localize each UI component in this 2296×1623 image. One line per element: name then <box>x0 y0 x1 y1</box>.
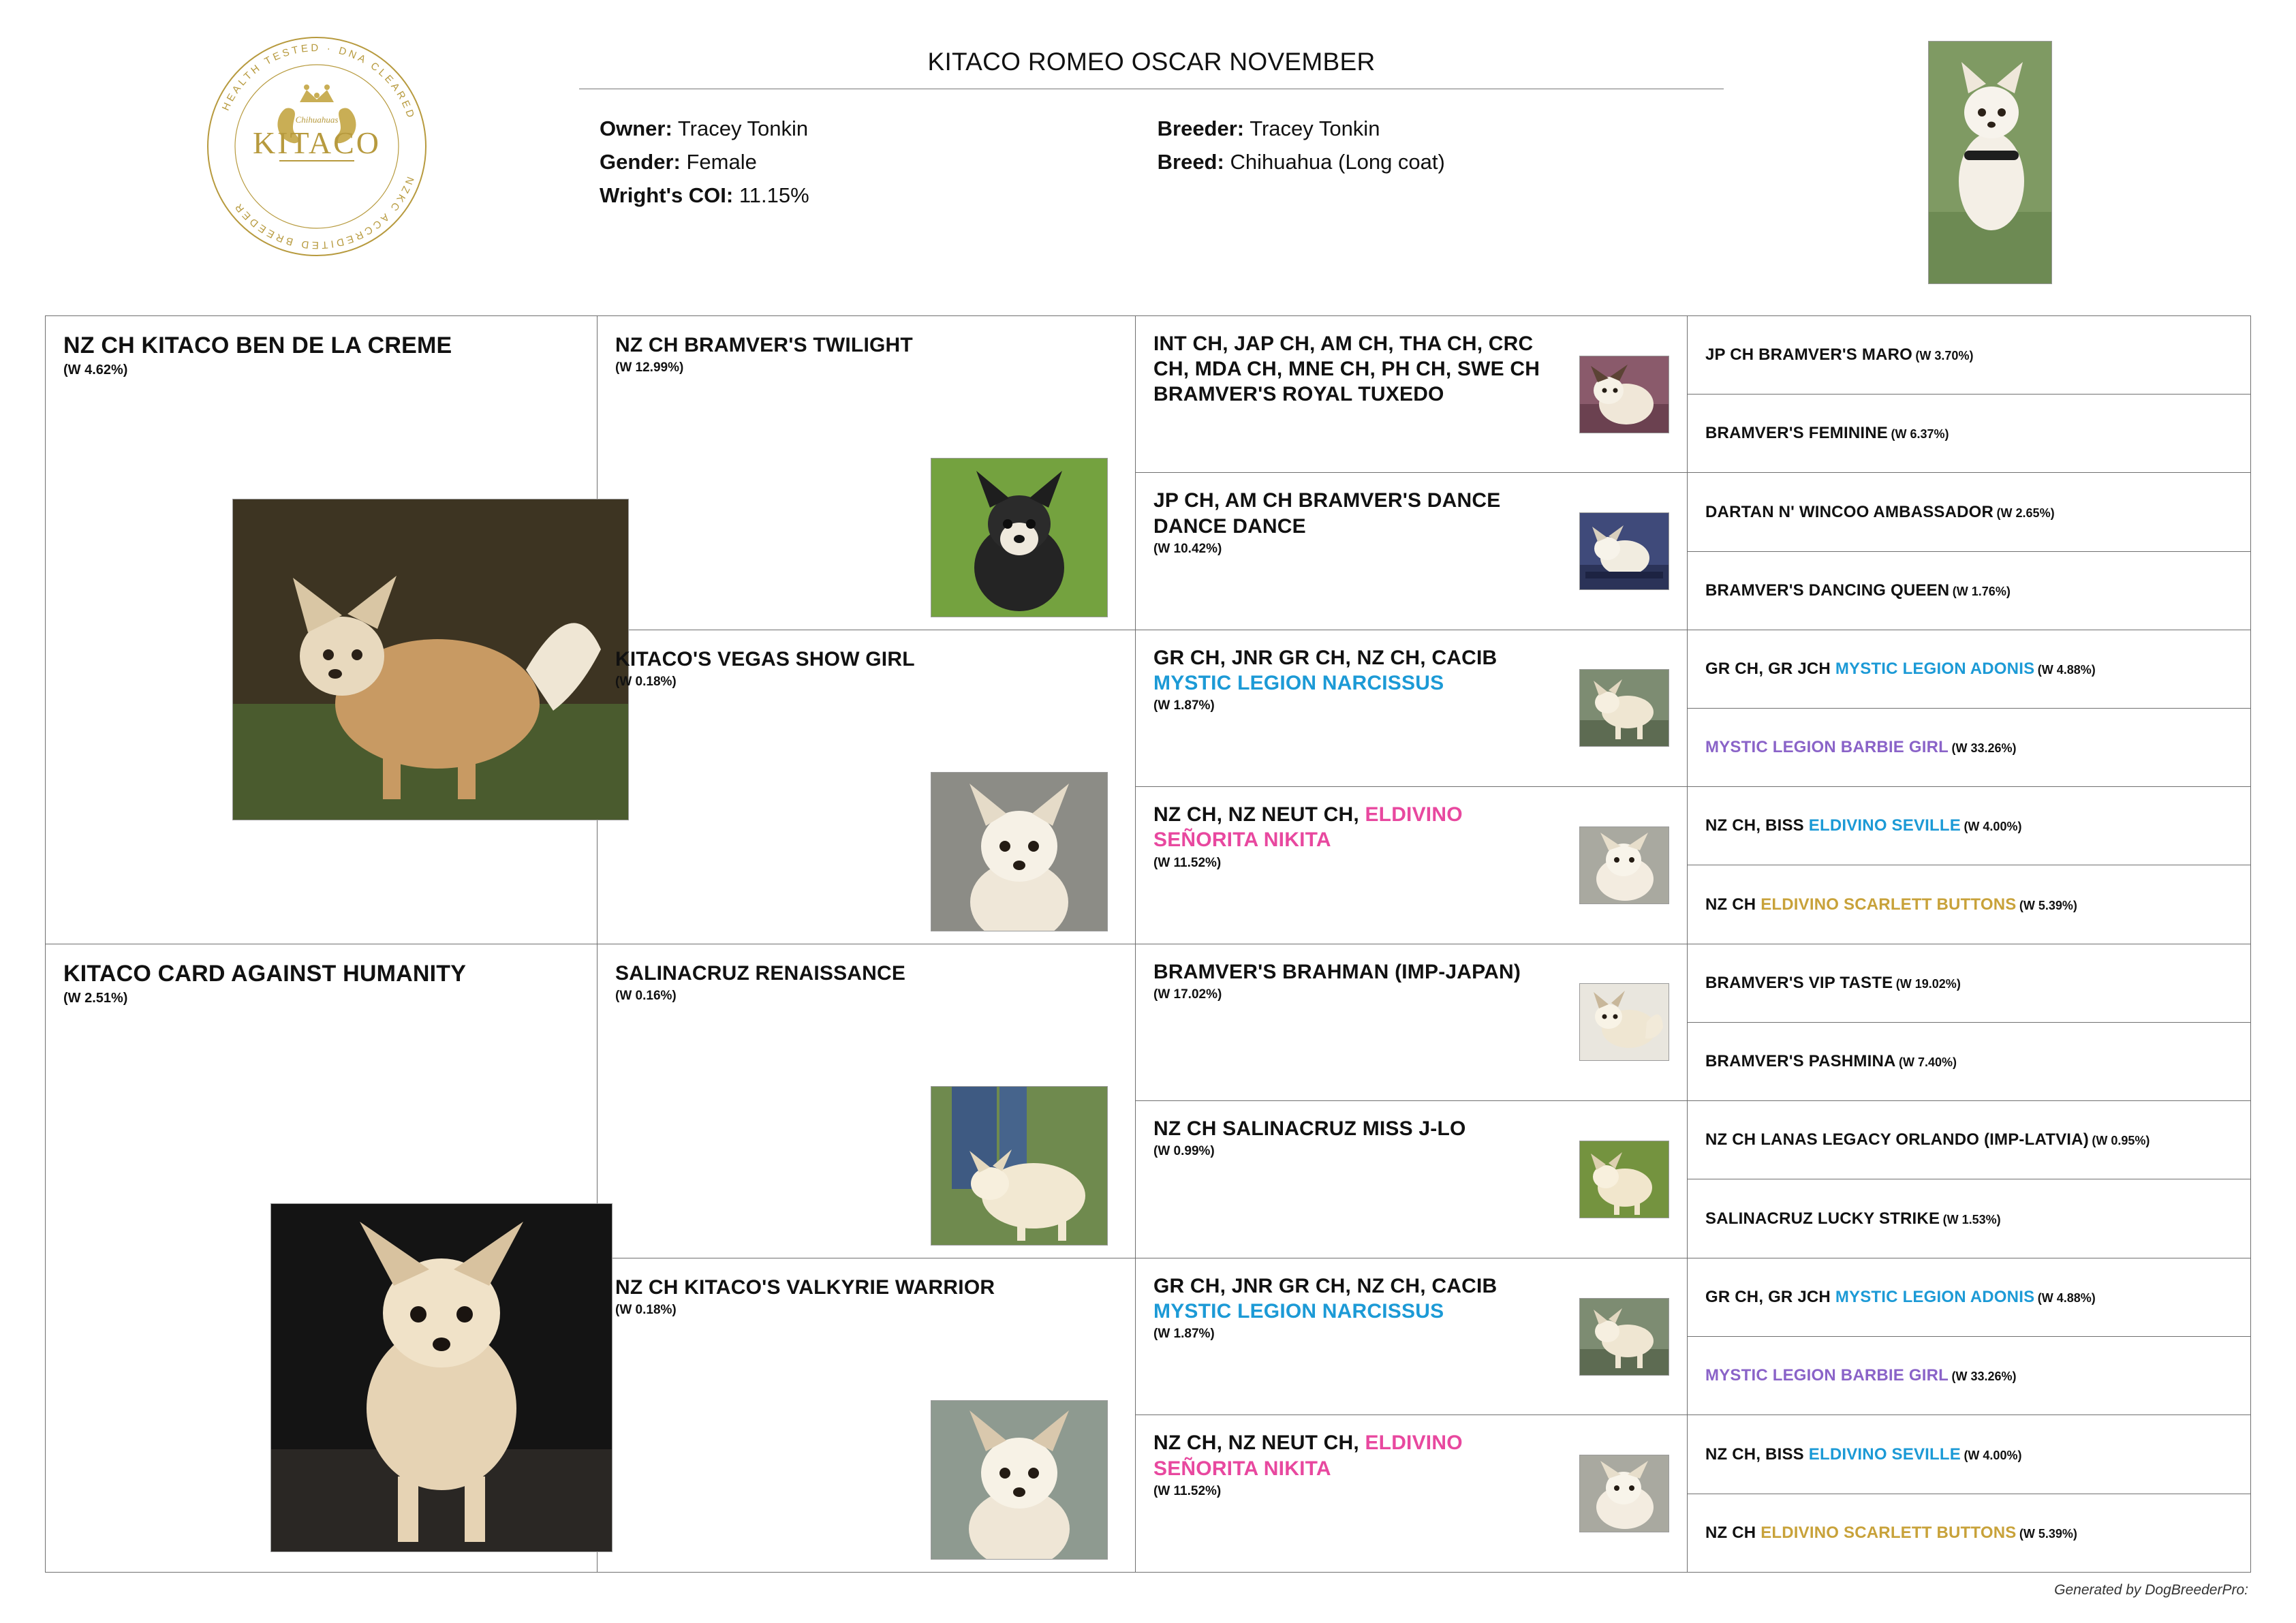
gen3-name-7-colored: MYSTIC LEGION NARCISSUS <box>1153 1299 1444 1323</box>
gen4-coi-1: (W 3.70%) <box>1915 349 1974 363</box>
gen1-dam-photo <box>270 1203 612 1552</box>
owner-label: Owner: <box>600 117 672 140</box>
gen3-name-6: NZ CH SALINACRUZ MISS J-LO <box>1153 1117 1466 1141</box>
gen4-cell-10 <box>1688 1023 2250 1101</box>
kitaco-logo <box>198 27 436 266</box>
gen3-cell-5 <box>1136 944 1687 1102</box>
gen1-dam-name: KITACO CARD AGAINST HUMANITY <box>63 960 467 987</box>
gen1-sire-name: NZ CH KITACO BEN DE LA CREME <box>63 333 452 358</box>
gen4-cell-8 <box>1688 865 2250 943</box>
gen3-name-4 <box>1153 802 1557 852</box>
gen4-prefix-16: NZ CH <box>1705 1523 1761 1542</box>
gen4-coi-4: (W 1.76%) <box>1952 584 2011 598</box>
gen4-coi-3: (W 2.65%) <box>1996 506 2055 520</box>
gen4-name-3: DARTAN N' WINCOO AMBASSADOR <box>1705 502 1994 521</box>
gen4-name-8: ELDIVINO SCARLETT BUTTONS <box>1760 895 2017 914</box>
gen4-name-16: ELDIVINO SCARLETT BUTTONS <box>1760 1523 2017 1542</box>
breed-label: Breed: <box>1157 149 1224 174</box>
breed-value: Chihuahua (Long coat) <box>1230 149 1445 174</box>
gen2-name-2: KITACO'S VEGAS SHOW GIRL <box>615 647 915 670</box>
meta-column-right <box>1158 112 1445 179</box>
subject-dog-photo <box>1928 41 2052 284</box>
gen4-coi-8: (W 5.39%) <box>2019 898 2077 912</box>
gen3-cell-8 <box>1136 1415 1687 1572</box>
gen4-cell-5 <box>1688 630 2250 709</box>
gen3-cell-2 <box>1136 473 1687 630</box>
gen2-sire-column <box>598 316 1136 944</box>
gen4-coi-10: (W 7.40%) <box>1899 1055 1957 1070</box>
gen4-name-4: BRAMVER'S DANCING QUEEN <box>1705 581 1950 600</box>
meta-row-owner <box>600 112 1151 146</box>
gen4-name-9: BRAMVER'S VIP TASTE <box>1705 973 1893 992</box>
gen3-photo-5 <box>1579 983 1669 1061</box>
gen4-cell-16 <box>1688 1494 2250 1572</box>
gen3-name-2: JP CH, AM CH BRAMVER'S DANCE DANCE DANCE <box>1153 489 1501 538</box>
gen4-cell-4 <box>1688 552 2250 630</box>
gen3-name-4-colored: ELDIVINO SEÑORITA NIKITA <box>1153 803 1463 852</box>
gen2-cell-3 <box>598 944 1135 1258</box>
gen4-cell-11 <box>1688 1101 2250 1179</box>
meta-block <box>600 112 1758 213</box>
gen4-cell-7 <box>1688 787 2250 865</box>
gen1-sire-coi: (W 4.62%) <box>63 362 128 378</box>
gen3-name-8-colored: ELDIVINO SEÑORITA NIKITA <box>1153 1432 1463 1480</box>
gen3-photo-3 <box>1579 669 1669 747</box>
pedigree-dam-half <box>46 944 2250 1573</box>
gen3-name-7 <box>1153 1273 1557 1324</box>
gen4-name-1: JP CH BRAMVER'S MARO <box>1705 345 1912 365</box>
title-block <box>579 48 1724 89</box>
gen3-dam-column <box>1136 944 1688 1573</box>
gen4-name-5: MYSTIC LEGION ADONIS <box>1835 659 2035 678</box>
gender-label: Gender: <box>600 149 681 174</box>
gen1-sire-cell <box>46 316 598 944</box>
gen4-prefix-8: NZ CH <box>1705 895 1761 914</box>
gen4-cell-1 <box>1688 316 2250 395</box>
gen2-photo-1 <box>931 458 1108 617</box>
gen2-name-4: NZ CH KITACO'S VALKYRIE WARRIOR <box>615 1276 995 1299</box>
gen4-cell-2 <box>1688 395 2250 473</box>
gen4-prefix-5: GR CH, GR JCH <box>1705 659 1835 678</box>
breeder-label: Breeder: <box>1157 117 1245 140</box>
gen1-sire-photo <box>232 499 629 820</box>
gen4-name-10: BRAMVER'S PASHMINA <box>1705 1052 1896 1071</box>
pedigree-sire-half <box>46 316 2250 944</box>
meta-column-left <box>600 112 1151 213</box>
svg-text:HEALTH TESTED · DNA CLEARED: HEALTH TESTED · DNA CLEARED <box>219 42 418 122</box>
meta-row-gender <box>600 146 1151 179</box>
gen3-coi-4: (W 11.52%) <box>1153 855 1222 870</box>
gen3-coi-6: (W 0.99%) <box>1153 1144 1215 1159</box>
gen2-photo-2 <box>931 772 1108 931</box>
gen3-cell-4 <box>1136 787 1687 943</box>
gen2-coi-2: (W 0.18%) <box>615 674 677 689</box>
gen4-cell-9 <box>1688 944 2250 1023</box>
gen4-prefix-15: NZ CH, BISS <box>1705 1444 1809 1464</box>
gen3-name-4-prefix: NZ CH, NZ NEUT CH, <box>1153 803 1365 826</box>
coi-value: 11.15% <box>739 183 809 207</box>
gen4-prefix-7: NZ CH, BISS <box>1705 816 1809 835</box>
gen2-cell-1 <box>598 316 1135 630</box>
gen3-name-8 <box>1153 1430 1557 1481</box>
breeder-value: Tracey Tonkin <box>1250 117 1380 140</box>
gen4-name-6: MYSTIC LEGION BARBIE GIRL <box>1705 738 1949 757</box>
gen3-cell-1 <box>1136 316 1687 473</box>
gen4-coi-15: (W 4.00%) <box>1964 1448 2022 1462</box>
gen3-photo-2 <box>1579 512 1669 590</box>
gen2-coi-3: (W 0.16%) <box>615 988 677 1003</box>
page-header <box>0 0 2296 300</box>
meta-row-coi <box>600 179 1151 213</box>
gen3-photo-6 <box>1579 1141 1669 1218</box>
gen4-coi-11: (W 0.95%) <box>2092 1134 2150 1148</box>
gen2-cell-4 <box>598 1258 1135 1572</box>
gen3-name-8-prefix: NZ CH, NZ NEUT CH, <box>1153 1432 1365 1455</box>
page-title: KITACO ROMEO OSCAR NOVEMBER <box>927 48 1376 76</box>
gen3-cell-3 <box>1136 630 1687 787</box>
gen3-photo-1 <box>1579 356 1669 433</box>
gen3-name-3-prefix: GR CH, JNR GR CH, NZ CH, CACIB <box>1153 646 1498 669</box>
gen4-name-7: ELDIVINO SEVILLE <box>1808 816 1961 835</box>
gender-value: Female <box>686 149 757 174</box>
meta-row-breeder <box>1158 112 1445 146</box>
gen4-cell-15 <box>1688 1415 2250 1494</box>
gen3-name-1: INT CH, JAP CH, AM CH, THA CH, CRC CH, MDA CH, MNE CH, PH CH, SWE CH BRAMVER'S ROYAL TUXEDO <box>1153 333 1540 406</box>
gen4-sire-column <box>1688 316 2250 944</box>
gen4-name-11: NZ CH LANAS LEGACY ORLANDO (IMP-LATVIA) <box>1705 1130 2089 1149</box>
logo-subtitle-text: Chihuahuas <box>295 114 339 125</box>
gen4-prefix-13: GR CH, GR JCH <box>1705 1288 1835 1307</box>
gen3-name-5: BRAMVER'S BRAHMAN (IMP-JAPAN) <box>1153 960 1521 983</box>
meta-row-breed <box>1158 146 1445 179</box>
gen3-name-3-colored: MYSTIC LEGION NARCISSUS <box>1153 671 1444 694</box>
gen3-cell-6 <box>1136 1101 1687 1258</box>
gen4-name-13: MYSTIC LEGION ADONIS <box>1835 1288 2035 1307</box>
gen4-coi-7: (W 4.00%) <box>1964 820 2022 834</box>
gen4-cell-3 <box>1688 473 2250 551</box>
gen3-photo-7 <box>1579 1298 1669 1376</box>
gen4-cell-13 <box>1688 1258 2250 1337</box>
gen2-photo-4 <box>931 1400 1108 1560</box>
gen4-cell-14 <box>1688 1337 2250 1415</box>
gen3-coi-7: (W 1.87%) <box>1153 1327 1215 1342</box>
gen3-coi-3: (W 1.87%) <box>1153 698 1215 713</box>
gen3-coi-2: (W 10.42%) <box>1153 541 1222 556</box>
owner-value: Tracey Tonkin <box>677 117 809 140</box>
pedigree-table <box>45 315 2251 1573</box>
gen2-name-1: NZ CH BRAMVER'S TWILIGHT <box>615 334 913 356</box>
gen4-name-2: BRAMVER'S FEMININE <box>1705 424 1888 443</box>
coi-label: Wright's COI: <box>600 183 734 207</box>
gen3-sire-column <box>1136 316 1688 944</box>
gen4-coi-13: (W 4.88%) <box>2037 1291 2096 1305</box>
gen2-name-3: SALINACRUZ RENAISSANCE <box>615 961 906 985</box>
gen2-coi-1: (W 12.99%) <box>615 360 684 375</box>
gen4-coi-9: (W 19.02%) <box>1895 976 1961 991</box>
gen4-cell-6 <box>1688 709 2250 787</box>
gen2-photo-3 <box>931 1086 1108 1246</box>
footer-credit: Generated by DogBreederPro: <box>2054 1582 2248 1598</box>
gen3-coi-5: (W 17.02%) <box>1153 987 1222 1002</box>
gen4-name-14: MYSTIC LEGION BARBIE GIRL <box>1705 1366 1949 1385</box>
gen4-coi-2: (W 6.37%) <box>1891 427 1949 442</box>
gen3-coi-8: (W 11.52%) <box>1153 1483 1222 1498</box>
gen4-coi-12: (W 1.53%) <box>1942 1212 2001 1226</box>
gen4-coi-16: (W 5.39%) <box>2019 1526 2077 1541</box>
gen2-dam-column <box>598 944 1136 1573</box>
gen2-coi-4: (W 0.18%) <box>615 1302 677 1317</box>
gen3-cell-7 <box>1136 1258 1687 1416</box>
gen3-name-7-prefix: GR CH, JNR GR CH, NZ CH, CACIB <box>1153 1274 1498 1297</box>
gen4-dam-column <box>1688 944 2250 1573</box>
logo-wordmark: KITACO <box>252 125 382 160</box>
gen4-coi-6: (W 33.26%) <box>1951 741 2017 756</box>
gen2-cell-2 <box>598 630 1135 944</box>
gen4-name-12: SALINACRUZ LUCKY STRIKE <box>1705 1209 1940 1228</box>
gen1-dam-coi: (W 2.51%) <box>63 990 128 1006</box>
gen4-coi-5: (W 4.88%) <box>2037 662 2096 677</box>
gen3-photo-8 <box>1579 1455 1669 1532</box>
gen3-name-3 <box>1153 645 1557 696</box>
gen3-photo-4 <box>1579 826 1669 904</box>
svg-text:NZKC ACCREDITED BREEDER: NZKC ACCREDITED BREEDER <box>231 174 416 251</box>
gen4-cell-12 <box>1688 1179 2250 1258</box>
gen4-name-15: ELDIVINO SEVILLE <box>1808 1444 1961 1464</box>
gen4-coi-14: (W 33.26%) <box>1951 1370 2017 1384</box>
gen1-dam-cell <box>46 944 598 1573</box>
